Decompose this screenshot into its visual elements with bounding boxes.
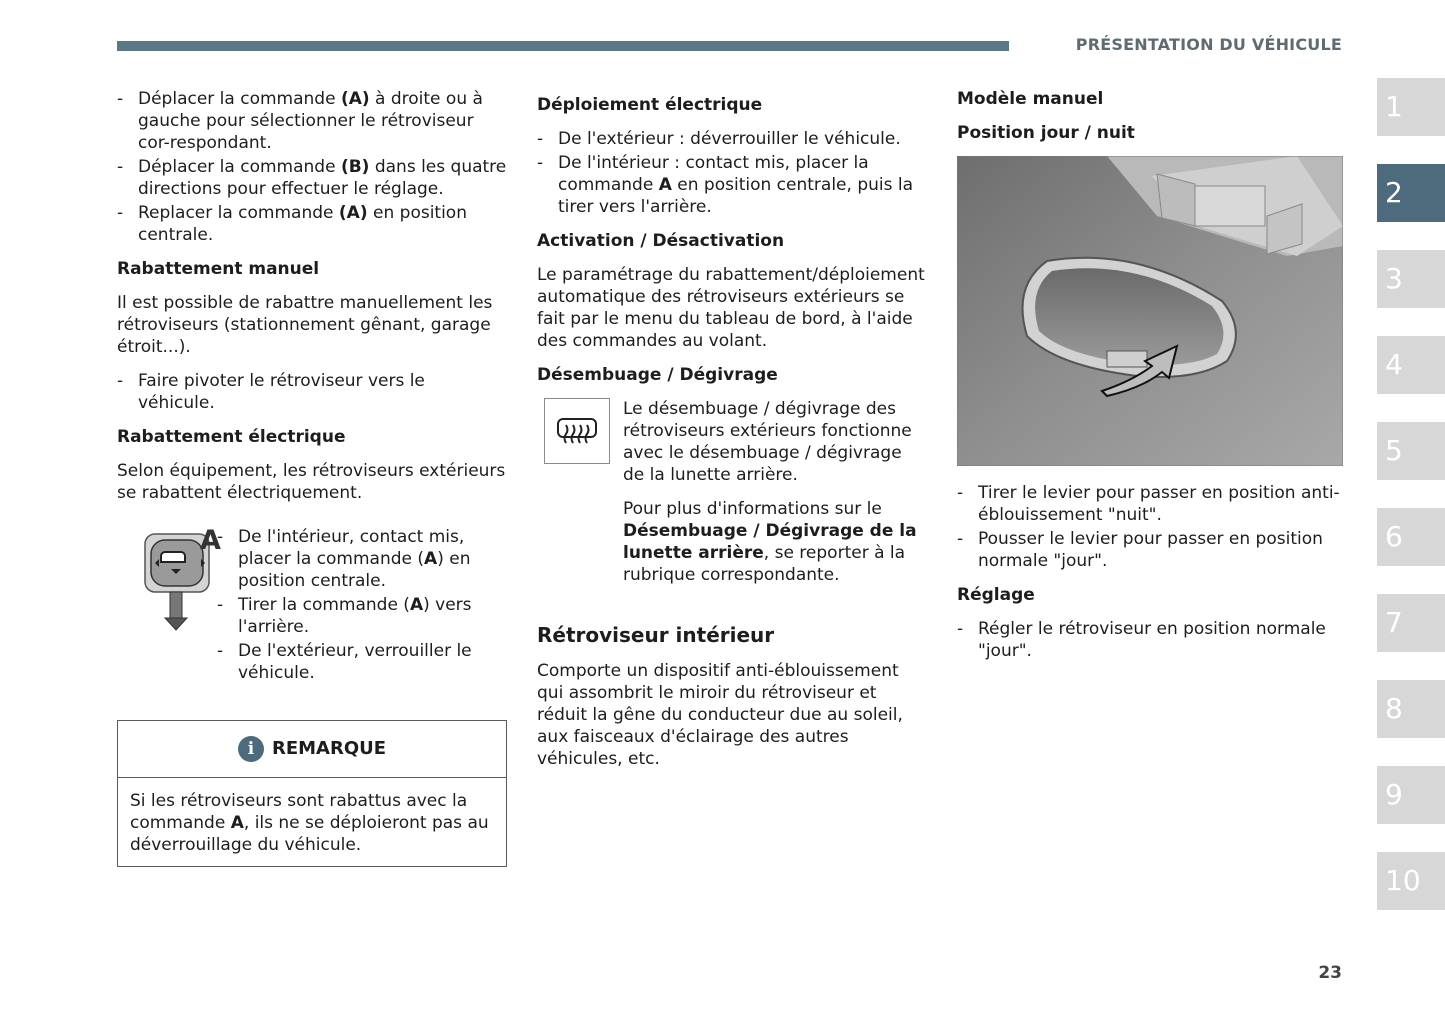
chapter-tab-4[interactable]: 4 bbox=[1377, 336, 1445, 394]
interior-mirror-photo bbox=[957, 156, 1343, 466]
daynight-heading: Position jour / nuit bbox=[957, 123, 1135, 143]
list-item: - De l'extérieur, verrouiller le véhicule. bbox=[217, 640, 507, 684]
interior-mirror-heading: Rétroviseur intérieur bbox=[537, 623, 775, 647]
list-item: - Régler le rétroviseur en position normale "jour". bbox=[957, 618, 1345, 662]
fold-steps-container bbox=[217, 526, 507, 696]
note-body: Si les rétroviseurs sont rabattus avec la commande A, ils ne se déploieront pas au déverrouillage du véhicule. bbox=[130, 791, 489, 855]
list-item: - Replacer la commande (A) en position centrale. bbox=[117, 202, 507, 246]
chapter-tab-10[interactable]: 10 bbox=[1377, 852, 1445, 910]
activation-text: Le paramétrage du rabattement/déploiement automatique des rétroviseurs extérieurs se fait par le menu du tableau de bord, à l'aide des commandes au volant. bbox=[537, 265, 925, 351]
mirror-select-steps bbox=[117, 88, 507, 246]
note-title: REMARQUE bbox=[271, 738, 387, 759]
chapter-tab-3[interactable]: 3 bbox=[1377, 250, 1445, 308]
fold-steps bbox=[217, 526, 507, 684]
defog-block bbox=[537, 398, 927, 598]
chapter-tab-9[interactable]: 9 bbox=[1377, 766, 1445, 824]
figure-label-a: A bbox=[200, 525, 221, 556]
list-item: - Déplacer la commande (B) dans les quatre directions pour effectuer le réglage. bbox=[117, 156, 507, 200]
list-item: - De l'extérieur : déverrouiller le véhicule. bbox=[537, 128, 927, 150]
electric-fold-heading: Rabattement électrique bbox=[117, 427, 346, 447]
electric-fold-text: Selon équipement, les rétroviseurs extérieurs se rabattent électriquement. bbox=[117, 461, 506, 503]
page-number: 23 bbox=[1318, 963, 1342, 983]
manual-fold-text: Il est possible de rabattre manuellement les rétroviseurs (stationnement gênant, garage étroit...). bbox=[117, 293, 493, 357]
list-item: - Déplacer la commande (A) à droite ou à gauche pour sélectionner le rétroviseur cor-respondant. bbox=[117, 88, 507, 154]
column-1 bbox=[117, 88, 507, 867]
chapter-tab-5[interactable]: 5 bbox=[1377, 422, 1445, 480]
list-item: - Tirer le levier pour passer en position anti-éblouissement "nuit". bbox=[957, 482, 1345, 526]
mirror-control-figure bbox=[117, 525, 221, 641]
defog-text-1: Le désembuage / dégivrage des rétroviseurs extérieurs fonctionne avec le désembuage / dégivrage de la lunette arrière. bbox=[623, 399, 912, 485]
daynight-steps bbox=[957, 482, 1345, 572]
section-title: PRÉSENTATION DU VÉHICULE bbox=[1075, 35, 1342, 54]
defog-text bbox=[623, 398, 927, 598]
list-item: - De l'intérieur : contact mis, placer la commande A en position centrale, puis la tirer vers l'arrière. bbox=[537, 152, 927, 218]
note-box bbox=[117, 720, 507, 867]
manual-fold-heading: Rabattement manuel bbox=[117, 259, 320, 279]
list-item: - Faire pivoter le rétroviseur vers le véhicule. bbox=[117, 370, 507, 414]
activation-heading: Activation / Désactivation bbox=[537, 231, 785, 251]
list-item: - Pousser le levier pour passer en position normale "jour". bbox=[957, 528, 1345, 572]
interior-mirror-text: Comporte un dispositif anti-éblouissement qui assombrit le miroir du rétroviseur et réduit la gêne du conducteur due au soleil, aux faisceaux d'éclairage des autres véhicules, etc. bbox=[537, 661, 903, 769]
chapter-tab-7[interactable]: 7 bbox=[1377, 594, 1445, 652]
defog-text-2: Pour plus d'informations sur le Désembuage / Dégivrage de la lunette arrière, se reporter à la rubrique correspondante. bbox=[623, 499, 917, 585]
adjust-heading: Réglage bbox=[957, 585, 1035, 605]
deploy-steps bbox=[537, 128, 927, 218]
list-item: - De l'intérieur, contact mis, placer la commande (A) en position centrale. bbox=[217, 526, 507, 592]
chapter-tab-6[interactable]: 6 bbox=[1377, 508, 1445, 566]
rear-defrost-icon bbox=[544, 398, 610, 464]
chapter-tab-1[interactable]: 1 bbox=[1377, 78, 1445, 136]
header-bar bbox=[117, 41, 1009, 51]
chapter-tab-2[interactable]: 2 bbox=[1377, 164, 1445, 222]
info-icon: i bbox=[238, 736, 264, 762]
list-item: - Tirer la commande (A) vers l'arrière. bbox=[217, 594, 507, 638]
note-header bbox=[118, 721, 506, 778]
adjust-steps bbox=[957, 618, 1345, 662]
chapter-tab-8[interactable]: 8 bbox=[1377, 680, 1445, 738]
defog-heading: Désembuage / Dégivrage bbox=[537, 365, 778, 385]
column-3 bbox=[957, 88, 1345, 674]
fold-control-block bbox=[117, 526, 507, 696]
manual-model-heading: Modèle manuel bbox=[957, 89, 1104, 109]
manual-fold-steps bbox=[117, 370, 507, 414]
deploy-heading: Déploiement électrique bbox=[537, 95, 763, 115]
column-2 bbox=[537, 88, 927, 782]
